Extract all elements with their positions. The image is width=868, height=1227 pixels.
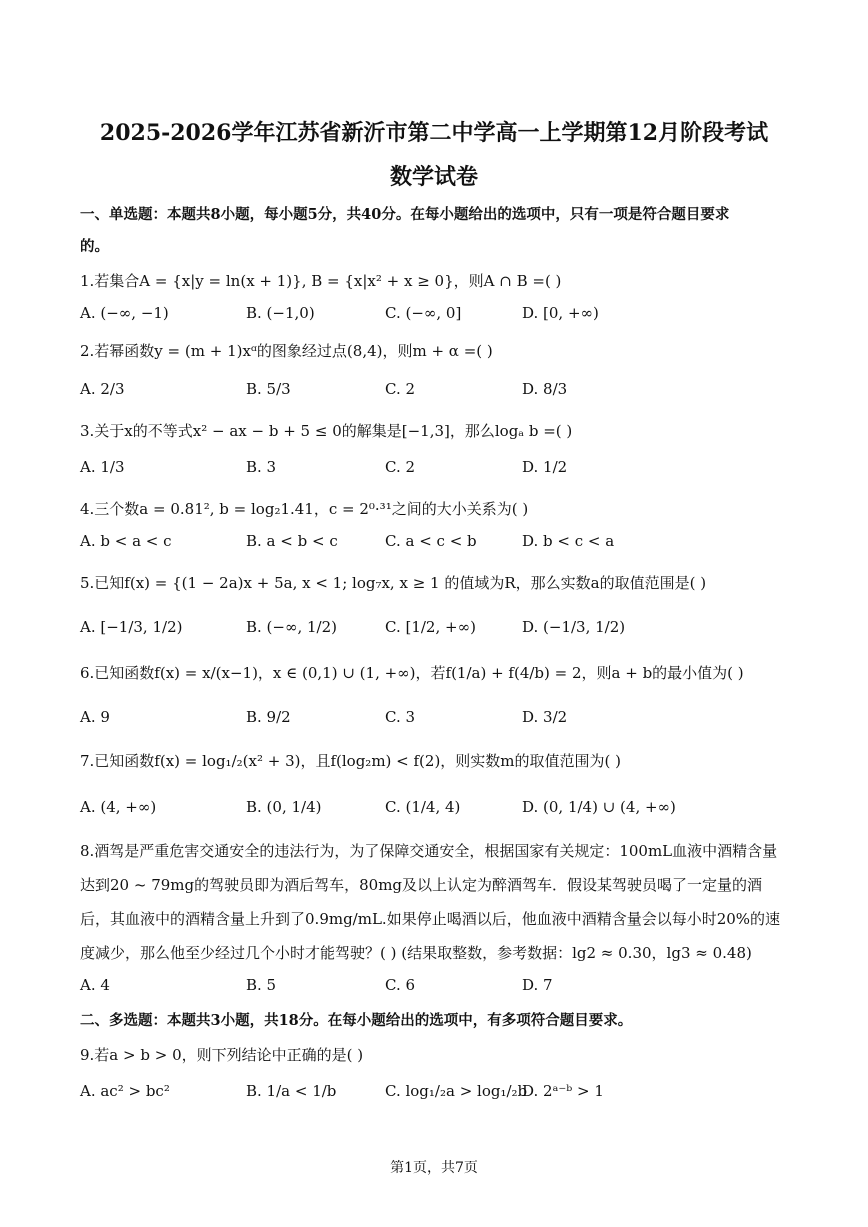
- question-8-options: [80, 976, 792, 998]
- question-6-options: [80, 708, 792, 730]
- question-2-option-b: B. 5/3: [246, 380, 291, 398]
- question-6-option-d: D. 3/2: [522, 708, 568, 726]
- question-7-option-b: B. (0, 1/4): [246, 798, 322, 816]
- question-3-option-c: C. 2: [385, 458, 416, 476]
- question-4-option-a: A. b < a < c: [80, 532, 172, 550]
- question-9-stem: 9.若a > b > 0，则下列结论中正确的是( ): [80, 1046, 364, 1064]
- question-3-option-b: B. 3: [246, 458, 277, 476]
- question-1-options: [80, 304, 792, 326]
- question-5-option-c: C. [1/2, +∞): [385, 618, 476, 636]
- question-3-options: [80, 458, 792, 480]
- question-5-option-a: A. [−1/3, 1/2): [80, 618, 183, 636]
- section2-heading: 二、多选题：本题共3小题，共18分。在每小题给出的选项中，有多项符合题目要求。: [80, 1012, 633, 1029]
- question-3-option-a: A. 1/3: [80, 458, 125, 476]
- section1-heading-cont: 的。: [80, 238, 109, 255]
- question-4-option-c: C. a < c < b: [385, 532, 477, 550]
- question-2-stem: 2.若幂函数y = (m + 1)xᵅ的图象经过点(8,4)，则m + α =( ): [80, 342, 493, 360]
- question-1-option-a: A. (−∞, −1): [80, 304, 169, 322]
- question-9-option-d: D. 2ᵃ⁻ᵇ > 1: [522, 1082, 604, 1100]
- question-8-option-d: D. 7: [522, 976, 553, 994]
- exam-subtitle: 数学试卷: [389, 164, 478, 190]
- question-8-option-b: B. 5: [246, 976, 277, 994]
- question-5-stem: 5.已知f(x) = {(1 − 2a)x + 5a, x < 1; log₇x, x ≥ 1 的值域为R，那么实数a的取值范围是( ): [80, 574, 707, 592]
- question-2-options: [80, 380, 792, 402]
- question-6-stem: 6.已知函数f(x) = x/(x−1)，x ∈ (0,1) ∪ (1, +∞)，若f(1/a) + f(4/b) = 2，则a + b的最小值为( ): [80, 664, 744, 682]
- question-6-option-a: A. 9: [80, 708, 110, 726]
- question-9-option-b: B. 1/a < 1/b: [246, 1082, 337, 1100]
- question-8-option-c: C. 6: [385, 976, 416, 994]
- question-7-option-a: A. (4, +∞): [80, 798, 157, 816]
- question-8-stem-line-4: 度减少，那么他至少经过几个小时才能驾驶？( ) (结果取整数，参考数据：lg2 ≈ 0.30，lg3 ≈ 0.48): [80, 944, 752, 962]
- question-8-option-a: A. 4: [80, 976, 110, 994]
- question-7-option-d: D. (0, 1/4) ∪ (4, +∞): [522, 798, 676, 816]
- question-5-options: [80, 618, 792, 640]
- question-6-option-b: B. 9/2: [246, 708, 291, 726]
- question-6-option-c: C. 3: [385, 708, 416, 726]
- question-3-stem: 3.关于x的不等式x² − ax − b + 5 ≤ 0的解集是[−1,3]，那么logₐ b =( ): [80, 422, 573, 440]
- question-4-option-d: D. b < c < a: [522, 532, 615, 550]
- question-9-option-c: C. log₁/₂a > log₁/₂b: [385, 1082, 528, 1100]
- question-1-option-d: D. [0, +∞): [522, 304, 599, 322]
- question-2-option-c: C. 2: [385, 380, 416, 398]
- question-9-option-a: A. ac² > bc²: [80, 1082, 170, 1100]
- question-5-option-b: B. (−∞, 1/2): [246, 618, 338, 636]
- question-4-option-b: B. a < b < c: [246, 532, 338, 550]
- question-2-option-a: A. 2/3: [80, 380, 125, 398]
- question-8-stem-line-2: 达到20 ~ 79mg的驾驶员即为酒后驾车，80mg及以上认定为醉酒驾车．假设某驾驶员喝了一定量的酒: [80, 876, 763, 894]
- question-9-options: [80, 1082, 792, 1104]
- exam-title: 2025-2026学年江苏省新沂市第二中学高一上学期第12月阶段考试: [99, 120, 769, 146]
- question-8-stem-line-3: 后，其血液中的酒精含量上升到了0.9mg/mL.如果停止喝酒以后，他血液中酒精含量会以每小时20%的速: [80, 910, 781, 928]
- question-4-stem: 4.三个数a = 0.81², b = log₂1.41，c = 2⁰·³¹之间的大小关系为( ): [80, 500, 529, 518]
- question-8-stem-line-1: 8.酒驾是严重危害交通安全的违法行为，为了保障交通安全，根据国家有关规定：100mL血液中酒精含量: [80, 842, 778, 860]
- question-2-option-d: D. 8/3: [522, 380, 568, 398]
- question-1-option-b: B. (−1,0): [246, 304, 315, 322]
- question-1-option-c: C. (−∞, 0]: [385, 304, 462, 322]
- question-7-options: [80, 798, 792, 820]
- section1-heading: 一、单选题：本题共8小题，每小题5分，共40分。在每小题给出的选项中，只有一项是符合题目要求: [80, 206, 730, 223]
- question-1-stem: 1.若集合A = {x|y = ln(x + 1)}, B = {x|x² + x ≥ 0}，则A ∩ B =( ): [80, 272, 562, 290]
- question-7-stem: 7.已知函数f(x) = log₁/₂(x² + 3)，且f(log₂m) < f(2)，则实数m的取值范围为( ): [80, 752, 621, 770]
- question-7-option-c: C. (1/4, 4): [385, 798, 461, 816]
- question-4-options: [80, 532, 792, 554]
- question-3-option-d: D. 1/2: [522, 458, 568, 476]
- question-5-option-d: D. (−1/3, 1/2): [522, 618, 626, 636]
- page-footer: 第1页，共7页: [390, 1160, 478, 1176]
